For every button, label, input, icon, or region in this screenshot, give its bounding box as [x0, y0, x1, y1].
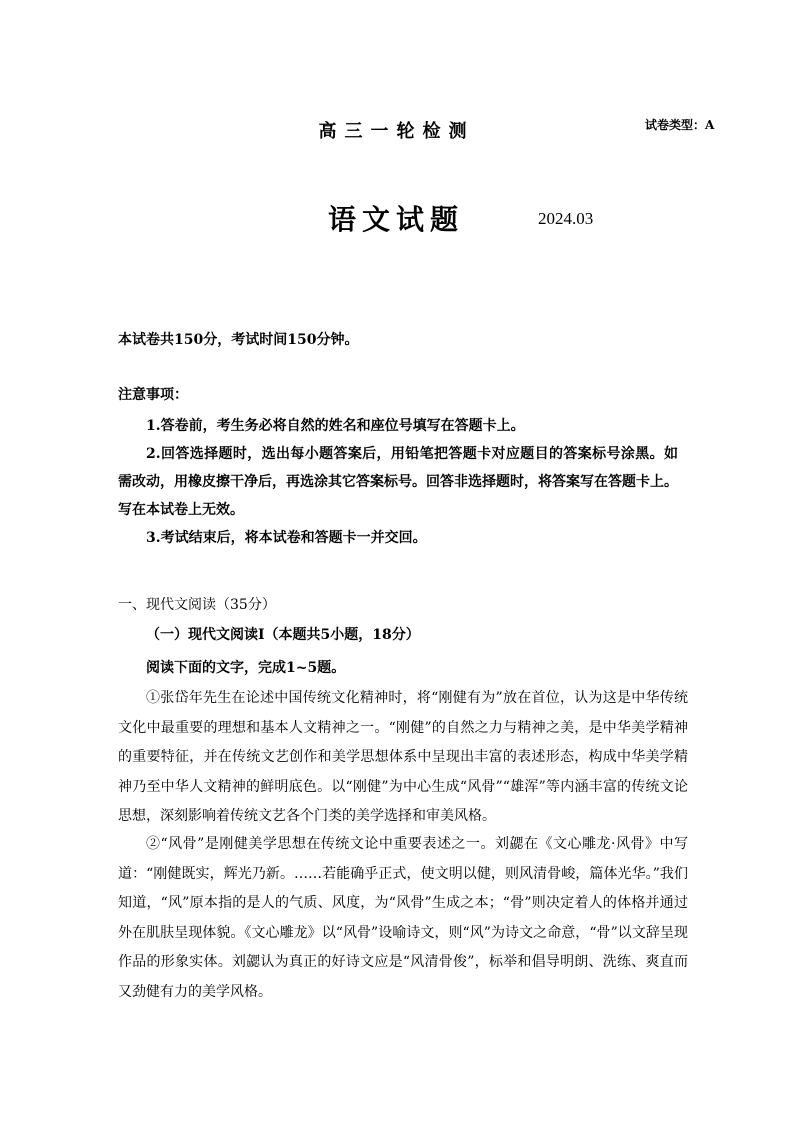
passage-paragraph-2: ②“风骨”是刚健美学思想在传统文论中重要表述之一。刘勰在《文心雕龙·风骨》中写道：“刚健既实，辉光乃新。……若能确乎正式，使文明以健，则风清骨峻，篇体光华。”我们知道，“风”原本指的是人的气质、风度，为“风骨”生成之本；“骨”则决定着人的体格并通过外在肌肤呈现体貌。《文心雕龙》以“风骨”设喻诗文，则“风”为诗文之命意，“骨”以文辞呈现作品的形象实体。刘勰认为真正的好诗文应是“风清骨俊”，标举和倡导明朗、洗练、爽直而又劲健有力的美学风格。 [118, 836, 688, 1000]
paper-type-label: 试卷类型：A [645, 118, 715, 132]
exam-date: 2024.03 [538, 209, 594, 228]
reading-instruction: 阅读下面的文字，完成1~5题。 [146, 660, 346, 676]
notice-item-2: 2.回答选择题时，选出每小题答案后，用铅笔把答题卡对应题目的答案标号涂黑。如需改动，用橡皮擦干净后，再选涂其它答案标号。回答非选择题时，将答案写在答题卡上。写在本试卷上无效。 [118, 446, 678, 518]
passage-paragraph-1: ①张岱年先生在论述中国传统文化精神时，将“刚健有为”放在首位，认为这是中华传统文化中最重要的理想和基本人文精神之一。“刚健”的自然之力与精神之美，是中华美学精神的重要特征，并在传统文艺创作和美学思想体系中呈现出丰富的表述形态，构成中华美学精神乃至中华人文精神的鲜明底色。以“刚健”为中心生成“风骨”“雄浑”等内涵丰富的传统文论思想，深刻影响着传统文艺各个门类的美学选择和审美风格。 [118, 690, 688, 824]
subsection-title: （一）现代文阅读I（本题共5小题，18分） [146, 627, 420, 643]
exam-title: 高三一轮检测 [318, 121, 475, 142]
notice-item-1: 1.答卷前，考生务必将自然的姓名和座位号填写在答题卡上。 [146, 418, 525, 434]
notice-item-3: 3.考试结束后，将本试卷和答题卡一并交回。 [146, 530, 427, 546]
exam-intro: 本试卷共150分，考试时间150分钟。 [118, 332, 359, 348]
section-title: 一、现代文阅读（35分） [118, 597, 276, 613]
notice-heading: 注意事项： [118, 387, 188, 403]
subject-title: 语文试题 [328, 203, 465, 236]
